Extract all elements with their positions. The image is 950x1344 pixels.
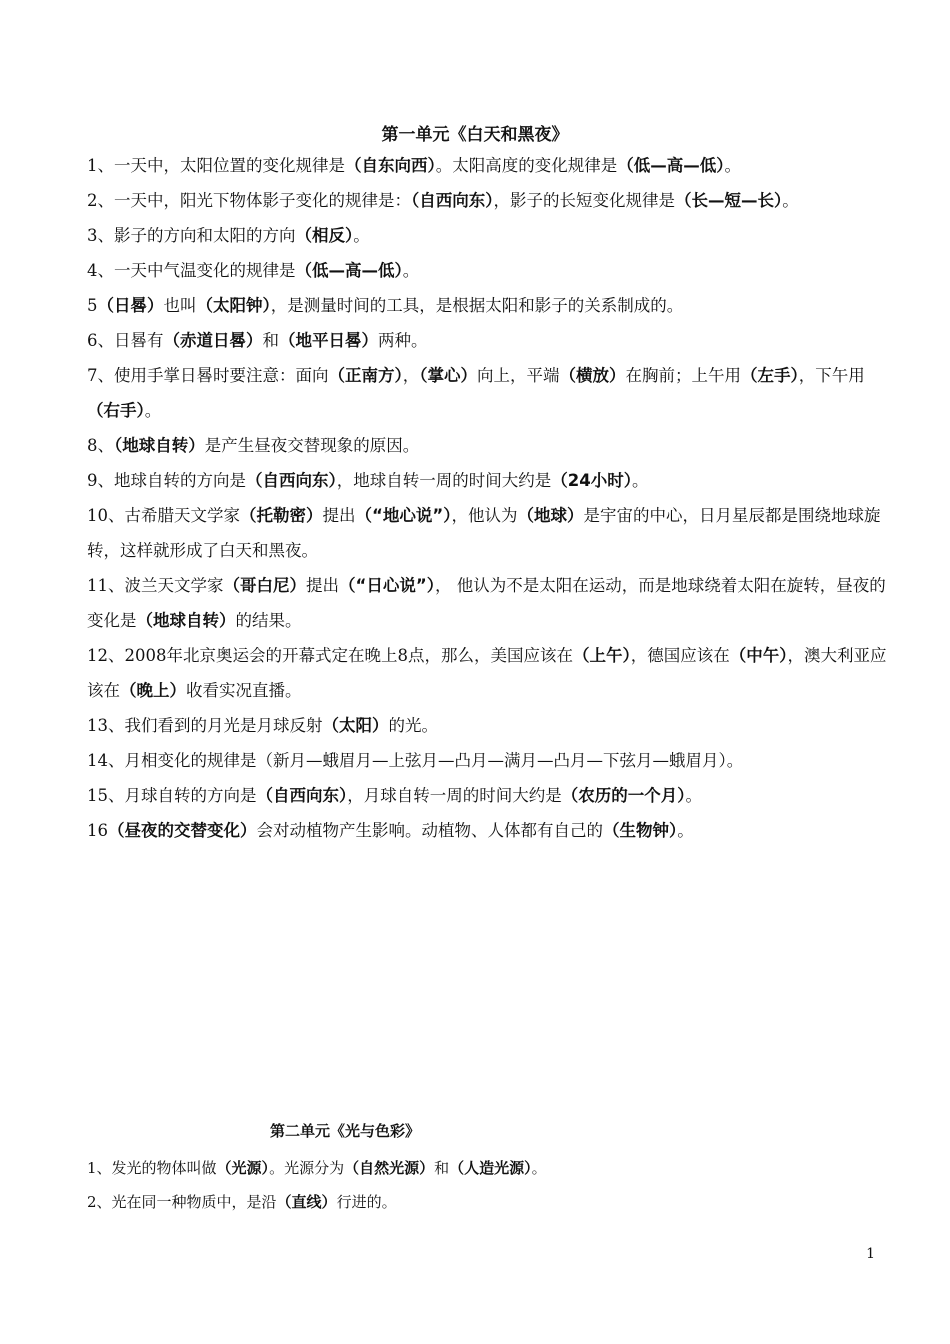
item-text: 。 — [685, 786, 702, 805]
list-item — [87, 813, 887, 848]
item-text: 。 — [782, 191, 799, 210]
item-text: 行进的。 — [336, 1193, 397, 1211]
item-text: 14、月相变化的规律是（新月—蛾眉月—上弦月—凸月—满月—凸月—下弦月—蛾眉月）。 — [87, 751, 744, 770]
item-text: 两种。 — [378, 331, 428, 350]
item-text: 提出 — [306, 576, 339, 595]
item-text: 。光源分为 — [269, 1159, 345, 1177]
item-text: 3、影子的方向和太阳的方向 — [87, 226, 296, 245]
item-text: 会对动植物产生影响。动植物、人体都有自己的 — [256, 821, 603, 840]
answer-text: （“日心说”） — [339, 576, 435, 595]
item-text: ，月球自转一周的时间大约是 — [347, 786, 562, 805]
answer-text: （生物钟） — [603, 821, 678, 840]
answer-text: （低—高—低） — [617, 156, 725, 175]
item-text: 1、一天中，太阳位置的变化规律是 — [87, 156, 345, 175]
item-text: ，地球自转一周的时间大约是 — [336, 471, 552, 490]
answer-text: （赤道日晷） — [163, 331, 263, 350]
answer-text: （地球自转） — [136, 611, 236, 630]
item-text: 。 — [402, 261, 420, 280]
item-text: 2、一天中，阳光下物体影子变化的规律是： — [87, 191, 411, 210]
item-text: 是宇宙的中心，日月星辰都是围绕地球旋转，这样就形成了白天和黑夜。 — [87, 506, 881, 560]
answer-text: （日晷） — [97, 296, 164, 315]
item-text: ，德国应该在 — [630, 646, 730, 665]
answer-text: （昼夜的交替变化） — [108, 821, 257, 840]
answer-text: （24小时） — [551, 471, 632, 490]
answer-text: （左手） — [741, 366, 799, 385]
item-text: 。 — [144, 401, 162, 420]
answer-text: （自西向东） — [246, 471, 337, 490]
item-text: 和 — [434, 1159, 450, 1177]
list-item — [87, 463, 887, 498]
item-text: 。太阳高度的变化规律是 — [435, 156, 618, 175]
unit2-title: 第二单元《光与色彩》 — [270, 1122, 421, 1140]
item-text: 11、波兰天文学家 — [87, 576, 224, 595]
answer-text: （直线） — [276, 1193, 337, 1211]
item-text: 提出 — [322, 506, 356, 525]
answer-text: （光源） — [216, 1159, 270, 1177]
answer-text: （自西向东） — [411, 191, 494, 210]
answer-text: （右手） — [87, 401, 145, 420]
item-text: 。 — [631, 471, 649, 490]
answer-text: （晚上） — [120, 681, 186, 700]
item-text: ，影子的长短变化规律是 — [493, 191, 675, 210]
unit2-list — [87, 1151, 887, 1219]
item-text: 向上，平端 — [477, 366, 560, 385]
list-item — [87, 638, 887, 708]
list-item — [87, 253, 887, 288]
item-text: 。 — [353, 226, 370, 245]
list-item — [87, 1185, 887, 1219]
list-item — [87, 1151, 887, 1185]
item-text: 13、我们看到的月光是月球反射 — [87, 716, 323, 735]
answer-text: （地球自转） — [114, 436, 205, 455]
item-text: 4、一天中气温变化的规律是 — [87, 261, 296, 280]
item-text: ，他认为 — [451, 506, 518, 525]
item-text: 和 — [262, 331, 279, 350]
answer-text: （农历的一个月） — [561, 786, 686, 805]
item-text: ， — [402, 366, 420, 385]
item-text: 的结果。 — [235, 611, 302, 630]
list-item — [87, 743, 887, 778]
answer-text: （自东向西） — [345, 156, 436, 175]
answer-text: （低—高—低） — [295, 261, 403, 280]
item-text: 在胸前；上午用 — [625, 366, 741, 385]
answer-text: （正南方） — [328, 366, 403, 385]
item-text: 16 — [87, 821, 108, 840]
answer-text: （“地心说”） — [355, 506, 452, 525]
answer-text: （中午） — [729, 646, 788, 665]
answer-text: （自西向东） — [256, 786, 348, 805]
item-text: 的光。 — [388, 716, 438, 735]
list-item — [87, 358, 887, 428]
item-text: 2、光在同一种物质中，是沿 — [87, 1193, 277, 1211]
item-text: 9、地球自转的方向是 — [87, 471, 246, 490]
answer-text: （太阳） — [322, 716, 389, 735]
answer-text: （地球） — [517, 506, 584, 525]
answer-text: （自然光源） — [344, 1159, 435, 1177]
item-text: 6、日晷有 — [87, 331, 164, 350]
item-text: 也叫 — [163, 296, 197, 315]
item-text: 。 — [531, 1159, 547, 1177]
answer-text: （长—短—长） — [675, 191, 783, 210]
answer-text: （上午） — [573, 646, 631, 665]
list-item — [87, 323, 887, 358]
list-item — [87, 568, 887, 638]
item-text: 5 — [87, 296, 98, 315]
item-text: 7、使用手掌日晷时要注意：面向 — [87, 366, 329, 385]
list-item — [87, 428, 887, 463]
answer-text: （掌心） — [419, 366, 477, 385]
answer-text: （人造光源） — [449, 1159, 532, 1177]
item-text: 8、 — [87, 436, 114, 455]
unit1-title: 第一单元《白天和黑夜》 — [381, 125, 569, 145]
answer-text: （相反） — [295, 226, 354, 245]
item-text: 。 — [724, 156, 741, 175]
item-text: 。 — [677, 821, 694, 840]
answer-text: （哥白尼） — [223, 576, 306, 595]
list-item — [87, 708, 887, 743]
item-text: ，澳大利亚应该在 — [87, 646, 887, 700]
page-number: 1 — [866, 1246, 875, 1262]
list-item — [87, 218, 887, 253]
item-text: 15、月球自转的方向是 — [87, 786, 257, 805]
list-item — [87, 778, 887, 813]
answer-text: （托勒密） — [240, 506, 323, 525]
item-text: ，是测量时间的工具，是根据太阳和影子的关系制成的。 — [270, 296, 684, 315]
item-text: 10、古希腊天文学家 — [87, 506, 240, 525]
item-text: 收看实况直播。 — [186, 681, 302, 700]
list-item — [87, 288, 887, 323]
list-item — [87, 183, 887, 218]
list-item — [87, 498, 887, 568]
answer-text: （地平日晷） — [279, 331, 378, 350]
list-item — [87, 148, 887, 183]
answer-text: （太阳钟） — [196, 296, 271, 315]
item-text: 是产生昼夜交替现象的原因。 — [204, 436, 420, 455]
item-text: ，下午用 — [798, 366, 865, 385]
unit1-list — [87, 148, 887, 848]
item-text: 1、发光的物体叫做 — [87, 1159, 217, 1177]
item-text: ， 他认为不是太阳在运动，而是地球绕着太阳在旋转，昼夜的变化是 — [87, 576, 886, 630]
answer-text: （横放） — [559, 366, 626, 385]
item-text: 12、2008年北京奥运会的开幕式定在晚上8点，那么，美国应该在 — [87, 646, 573, 665]
